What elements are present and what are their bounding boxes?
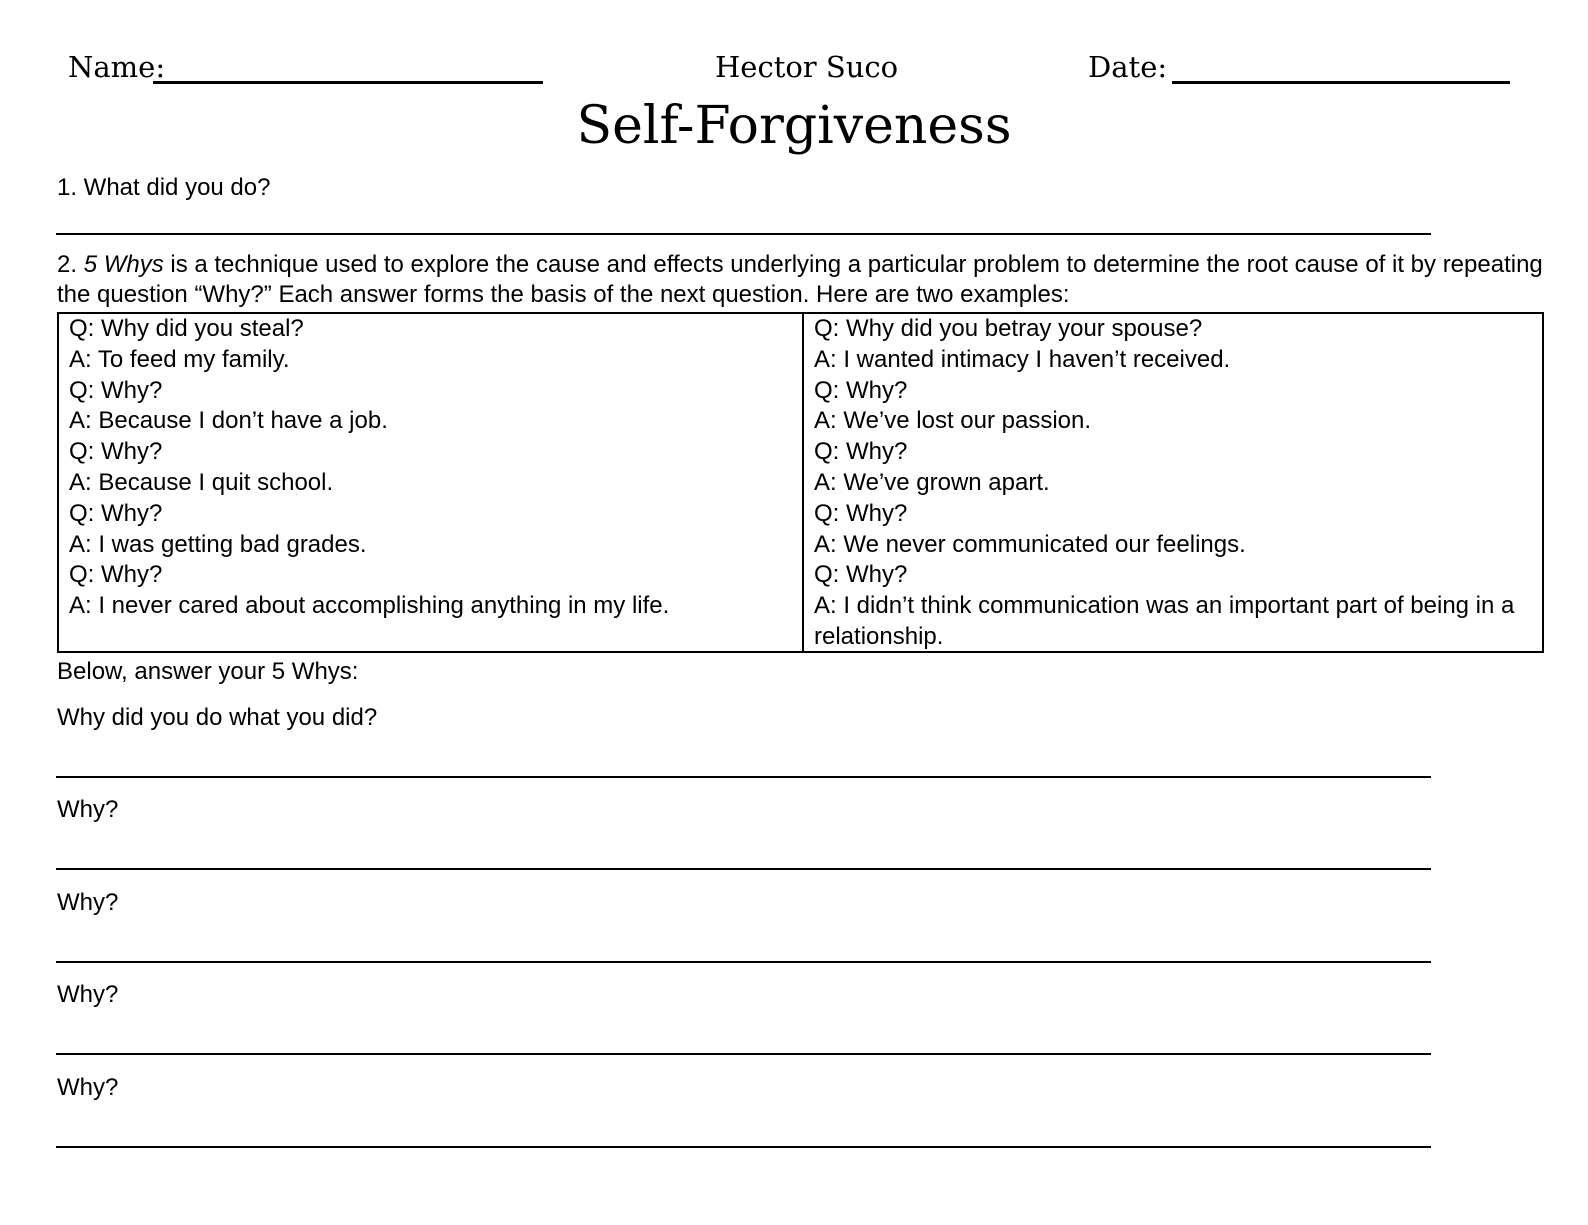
date-label: Date: [1088, 50, 1168, 84]
example-betray-column [804, 314, 1542, 651]
why-answer-line-5[interactable] [56, 1146, 1431, 1148]
why-answer-line-3[interactable] [56, 961, 1431, 963]
example-line: Q: Why? [814, 561, 908, 589]
why-answer-line-2[interactable] [56, 868, 1431, 870]
example-line: Q: Why? [69, 561, 163, 589]
question-2 [57, 250, 1547, 310]
name-label: Name: [68, 50, 166, 84]
why-prompt-1: Why did you do what you did? [57, 704, 378, 731]
answer-line-1[interactable] [56, 233, 1431, 235]
why-prompt-5: Why? [57, 1074, 119, 1101]
example-line: A: I never cared about accomplishing anything in my life. [69, 592, 670, 620]
example-line: A: I wanted intimacy I haven’t received. [814, 345, 1231, 373]
five-whys-instruction: Below, answer your 5 Whys: [57, 658, 359, 685]
example-steal-column [59, 314, 804, 651]
example-line: A: To feed my family. [69, 345, 290, 373]
why-answer-line-4[interactable] [56, 1053, 1431, 1055]
question-2-term: 5 Whys [83, 251, 164, 278]
date-blank-line[interactable] [1172, 81, 1510, 84]
example-line: Q: Why? [69, 438, 163, 466]
why-answer-line-1[interactable] [56, 776, 1431, 778]
example-line: A: Because I don’t have a job. [69, 407, 388, 435]
why-prompt-4: Why? [57, 981, 119, 1008]
example-line: Q: Why did you steal? [69, 315, 304, 342]
example-line: A: We’ve lost our passion. [814, 407, 1092, 435]
example-line: Q: Why? [814, 499, 908, 527]
question-2-text: is a technique used to explore the cause and effects underlying a particular problem to determine the root cause of it by repeating the question “Why?” Each answer forms the basis of the next question. Here are two examples: [57, 251, 1543, 308]
why-prompt-3: Why? [57, 889, 119, 916]
example-line: A: I was getting bad grades. [69, 530, 367, 558]
example-line: Q: Why did you betray your spouse? [814, 315, 1203, 342]
question-2-number: 2. [57, 251, 84, 278]
examples-table [57, 312, 1544, 653]
example-line: A: We’ve grown apart. [814, 468, 1050, 496]
why-prompt-2: Why? [57, 796, 119, 823]
example-line: Q: Why? [814, 438, 908, 466]
example-line: Q: Why? [69, 376, 163, 404]
name-blank-line[interactable] [153, 81, 543, 84]
example-line: A: Because I quit school. [69, 468, 334, 496]
page-title: Self-Forgiveness [576, 96, 1012, 156]
example-line: Q: Why? [814, 376, 908, 404]
example-line: Q: Why? [69, 499, 163, 527]
question-1: 1. What did you do? [57, 174, 271, 201]
example-line: A: We never communicated our feelings. [814, 530, 1246, 558]
example-line: A: I didn’t think communication was an important part of being in a relationship. [814, 592, 1515, 650]
author-name: Hector Suco [715, 50, 899, 84]
